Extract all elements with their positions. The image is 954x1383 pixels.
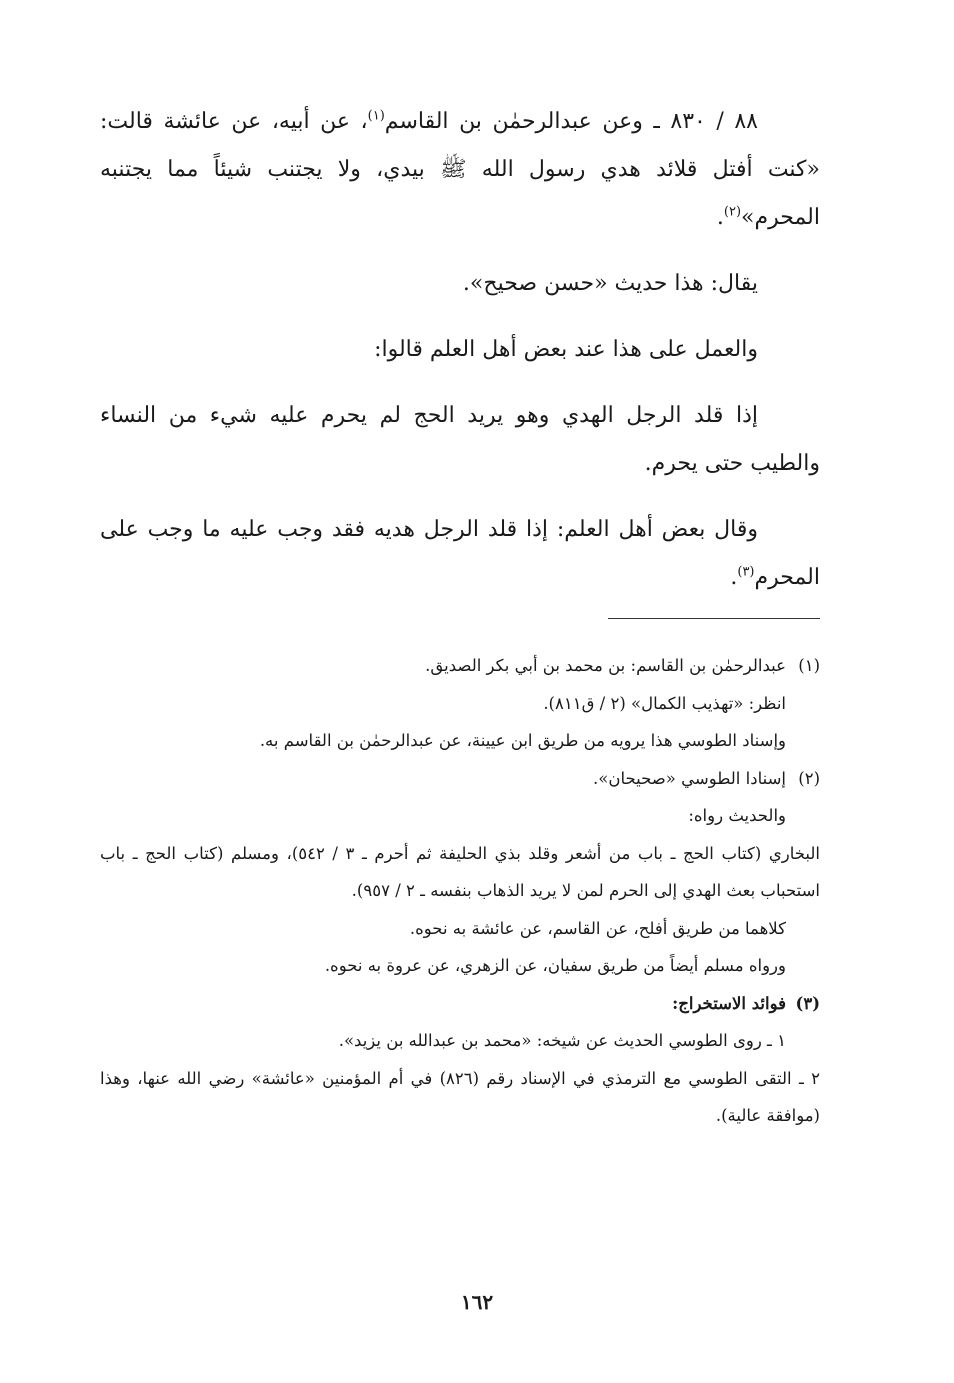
ruling-paragraph: إذا قلد الرجل الهدي وهو يريد الحج لم يحرم عليه شيء من النساء والطيب حتى يحرم. (100, 403, 820, 476)
footnote-2-line: والحديث رواه: (688, 806, 786, 825)
footnote-ref-1[interactable]: (١) (367, 108, 385, 124)
footnote-2-line: ورواه مسلم أيضاً من طريق سفيان، عن الزهري، عن عروة به نحوه. (324, 956, 786, 975)
other-opinion-paragraph (100, 506, 820, 602)
grading-paragraph: يقال: هذا حديث «حسن صحيح». (462, 271, 758, 296)
footnote-3 (100, 985, 820, 1023)
footnote-separator (608, 618, 820, 619)
footnote-number: (١) (798, 656, 820, 675)
footnote-3-line: ٢ ـ التقى الطوسي مع الترمذي في الإسناد رقم (٨٢٦) في أم المؤمنين «عائشة» رضي الله عنها، وهذا (موافقة عالية). (100, 1068, 820, 1125)
main-text (100, 98, 820, 620)
page-number: ١٦٢ (460, 1290, 494, 1314)
footnote-2-line: البخاري (كتاب الحج ـ باب من أشعر وقلد بذي الحليفة ثم أحرم ـ ٣ / ٥٤٢)، ومسلم (كتاب الحج ـ باب استحباب بعث الهدي إلى الحرم لمن لا يريد الذهاب بنفسه ـ ٢ / ٩٥٧). (100, 843, 820, 900)
scholars-opinion-paragraph: والعمل على هذا عند بعض أهل العلم قالوا: (374, 337, 758, 362)
footnote-1-line: انظر: «تهذيب الكمال» (٢ / ق٨١١). (543, 693, 786, 713)
footnote-2-line: كلاهما من طريق أفلح، عن القاسم، عن عائشة به نحوه. (409, 918, 786, 938)
footnote-3-line: ١ ـ روى الطوسي الحديث عن شيخه: «محمد بن عبدالله بن يزيد». (338, 1031, 786, 1050)
footnote-text: إسنادا الطوسي «صحيحان». (593, 768, 786, 788)
punctuation: . (716, 205, 724, 230)
footnote-ref-3[interactable]: (٣) (737, 564, 755, 580)
footnote-number: (٢) (798, 768, 820, 788)
footnote-1-line: وإسناد الطوسي هذا يرويه من طريق ابن عيينة، عن عبدالرحمٰن بن القاسم به. (259, 731, 786, 750)
hadith-text-start: ٨٨ / ٨٣٠ ـ وعن عبدالرحمٰن بن القاسم (384, 109, 758, 134)
footnote-ref-2[interactable]: (٢) (723, 204, 742, 220)
footnote-1 (100, 647, 820, 685)
hadith-paragraph (100, 98, 820, 242)
hadith-text: ، عن أبيه، عن عائشة قالت: «كنت أفتل قلائد هدي رسول الله ﷺ بيدي، ولا يجتنب شيئاً مما يجتنبه المحرم» (100, 109, 820, 230)
footnote-number: (٣) (795, 993, 820, 1013)
footnote-2 (100, 760, 820, 798)
opinion-text: وقال بعض أهل العلم: إذا قلد الرجل هديه فقد وجب عليه ما وجب على المحرم (100, 517, 820, 590)
footnote-text: عبدالرحمٰن بن القاسم: بن محمد بن أبي بكر الصديق. (425, 656, 786, 675)
footnotes (100, 647, 820, 1135)
footnote-heading: فوائد الاستخراج: (672, 993, 786, 1013)
punctuation: . (730, 565, 738, 590)
